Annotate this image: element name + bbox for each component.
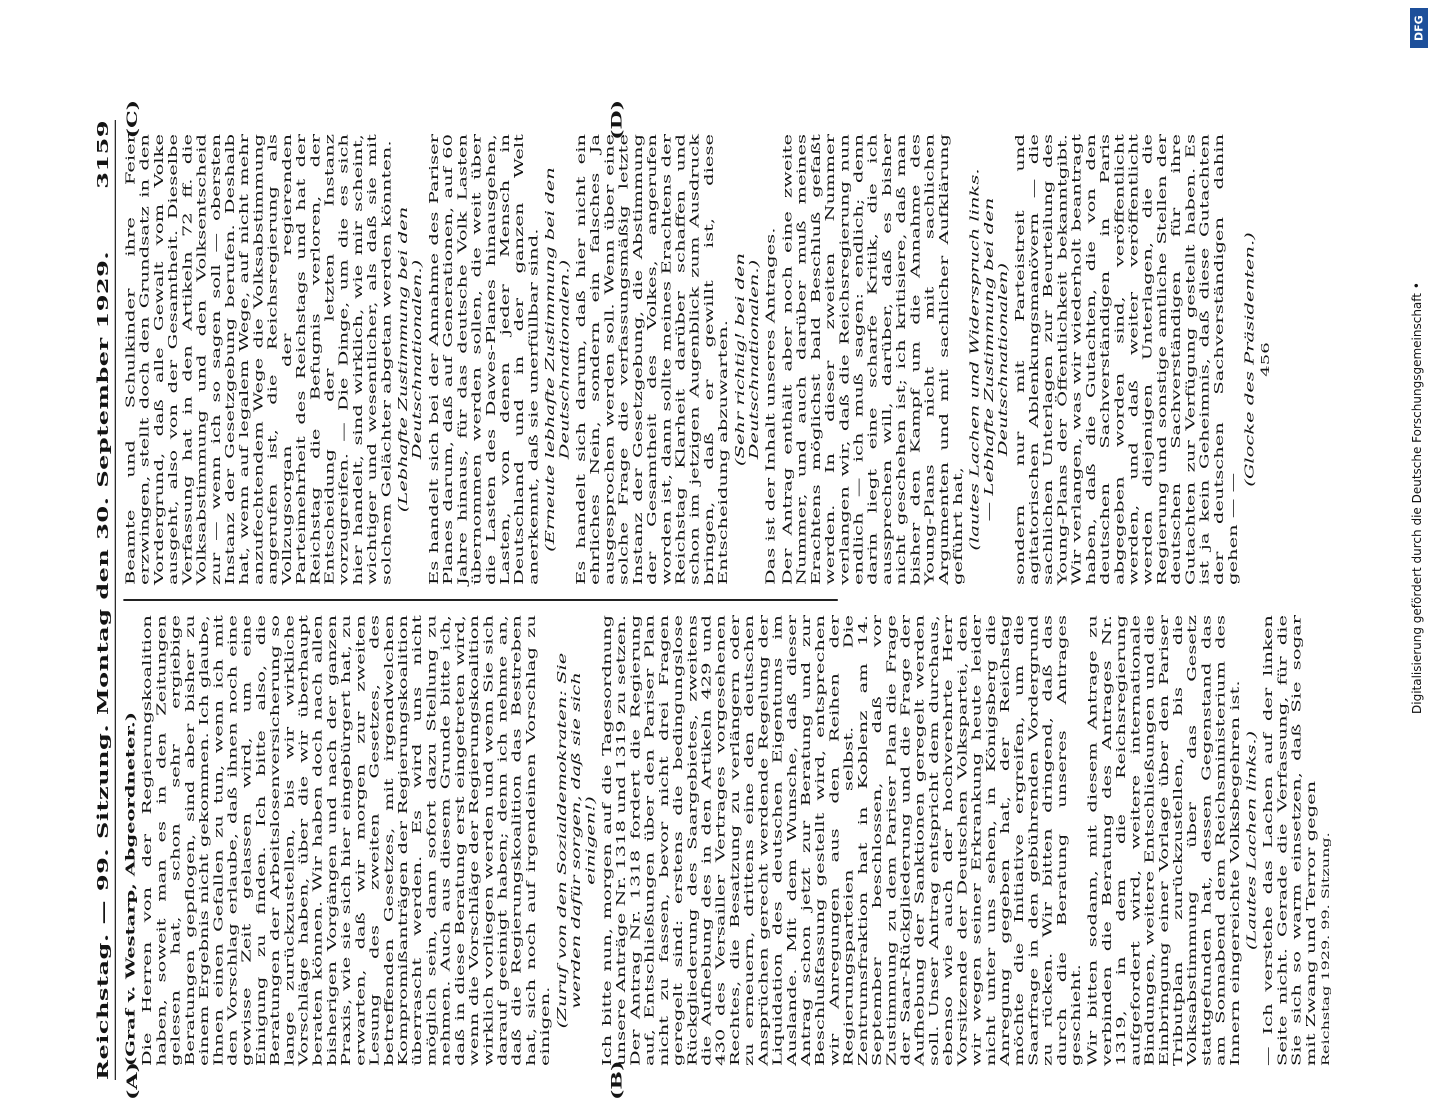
- speaker-line: (Graf v. Westarp, Abgeordneter.): [123, 712, 138, 1066]
- interjection: (Sehr richtig! bei den Deutschnationalen.): [732, 252, 762, 467]
- dfg-credit-text: Digitalisierung gefördert durch die Deutsche Forschungsgemeinschaft •: [1410, 282, 1424, 714]
- paragraph: Es handelt sich darum, daß hier nicht ein ehrliches Nein, sondern ein falsches Ja ausgesprochen werden soll. Wenn über eine solche Frage die verfassungsmäßig letzte Instanz der Gesetzgebung, die Abstimmung der Gesamtheit des Volkes, angerufen worden ist, dann sollte meines Erachtens der Reichstag Klarheit darüber schaffen und schon im jetzigen Augenblick zum Ausdruck bringen, daß er gewillt ist, diese Entscheidung abzuwarten.: [573, 134, 731, 585]
- rotated-page: [90, 100, 1332, 1100]
- page-footer: Reichstag 1929. 99. Sitzung.: [1319, 832, 1332, 1066]
- page-header: [90, 120, 116, 1080]
- header-title: Reichstag. — 99. Sitzung. Montag den 30. September 1929.: [93, 250, 112, 1080]
- paragraph: sondern nur mit Parteistreit und agitatorischen Ablenkungsmanövern — die sachlichen Unterlagen zur Beurteilung des Young-Plans der Öffentlichkeit bekanntgibt. Wir verlangen, was wir wiederholt beantragt haben, daß die Gutachten, die von den deutschen Sachverständigen in Paris abgegeben worden sind, veröffentlicht werden, und daß weiter veröffentlicht werden diejenigen Unterlagen, die die Regierung und sonstige amtliche Stellen der deutschen Sachverständigen für ihre Gutachten zur Verfügung gestellt haben. Es ist ja kein Geheimnis, daß diese Gutachten der deutschen Sachverständigen dahin gehen — —: [1012, 134, 1241, 585]
- paragraph: Der Antrag enthält aber noch eine zweite Nummer, und auch darüber muß meines Erachtens möglichst bald Beschluß gefaßt werden. In dieser zweiten Nummer verlangen wir, daß die Reichsregierung nun endlich — ich muß sagen: endlich; denn darin liegt eine scharfe Kritik, die ich aussprechen will, darüber, daß es bisher nicht geschehen ist; ich kritisiere, daß man bisher den Kampf um die Annahme des Young-Plans nicht mit sachlichen Argumenten und mit sachlicher Aufklärung geführt hat,: [780, 134, 966, 585]
- margin-marker-b: (B): [609, 1060, 626, 1100]
- interjection: (Zuruf von den Sozialdemokraten: Sie werden dafür sorgen, daß sie sich einigen!): [554, 652, 598, 1029]
- left-column: [123, 601, 1332, 1080]
- paragraph: Es handelt sich bei der Annahme des Pariser Planes darum, daß auf Generationen, auf 60 Jahre hinaus, für das deutsche Volk Lasten übernommen werden sollen, die weit über die Lasten des Dawes-Planes hinausgehen, Lasten, von denen jeder Mensch in Deutschland und in der ganzen Welt anerkennt, daß sie unerfüllbar sind.: [426, 134, 541, 585]
- margin-marker-d: (D): [609, 100, 626, 140]
- paragraph: Beamte und Schulkinder ihre Feier erzwingen, stellt doch den Grundsatz in den Vordergrund, daß alle Gewalt vom Volke ausgeht, also von der Gesamtheit. Dieselbe Verfassung hat in den Artikeln 72 ff. die Volksabstimmung und den Volksentscheid zur — wenn ich so sagen soll — obersten Instanz der Gesetzgebung berufen. Deshalb hat, wenn auf legalem Wege, auf nicht mehr anzufechtendem Wege die Volksabstimmung angerufen ist, die Reichsregierung als Vollzugsorgan der regierenden Parteimehrheit des Reichstags und hat der Reichstag die Befugnis verloren, der Entscheidung der letzten Instanz vorzugreifen. — Die Dinge, um die es sich hier handelt, sind wirklich, wie mir scheint, wichtiger und wesentlicher, als daß sie mit solchem Gelächter abgetan werden könnten.: [123, 134, 394, 585]
- interjection: (lautes Lachen und Widerspruch links. — Lebhafte Zustimmung bei den Deutschnationalen): [967, 168, 1011, 551]
- paragraph: Das ist der Inhalt unseres Antrages.: [763, 227, 778, 585]
- dfg-logo: DFG: [1410, 8, 1428, 48]
- interjection: (Glocke des Präsidenten.): [1242, 232, 1257, 487]
- header-page-number: 3159: [93, 120, 112, 189]
- dfg-credit-stamp: [1408, 8, 1430, 993]
- paragraph: Die Herren von der Regierungskoalition haben, soweit man es in den Zeitungen gelesen hat, schon sehr ergiebige Beratungen gepflogen, sind aber bisher zu einem Ergebnis nicht gekommen. Ich glaube, Ihnen einen Gefallen zu tun, wenn ich mit den Vorschlag erlaube, daß ihnen noch eine gewisse Zeit gelassen wird, um eine Einigung zu finden. Ich bitte also, die Beratungen der Arbeitslosenversicherung so lange zurückzustellen, bis wir wirkliche Vorschläge haben, über die wir überhaupt beraten können. Wir haben doch nach allen bisherigen Vorgängen und nach der ganzen Praxis, wie sie sich hier eingebürgert hat, zu erwarten, daß wir morgen zur zweiten Lesung des zweiten Gesetzes, des betreffenden Gesetzes, mit irgendwelchen Kompromißanträgen der Regierungskoalition überrascht werden. Es wird uns nicht möglich sein, dann sofort dazu Stellung zu nehmen. Auch aus diesem Grunde bitte ich, daß in diese Beratung erst eingetreten wird, wenn die Vorschläge der Regierungskoalition wirklich vorliegen werden und wenn Sie sich darauf geeinigt haben; denn ich nehme an, daß die Regierungskoalition das Bestreben hat, sich noch auf irgendeinen Vorschlag zu einigen.: [140, 615, 553, 1066]
- page-content: [90, 100, 1332, 1100]
- paragraph: Wir bitten sodann, mit diesem Antrage zu verbinden die Beratung des Antrages Nr. 1319, in dem die Reichsregierung aufgefordert wird, weitere internationale Bindungen, weitere Entschließungen und die Einbringung einer Vorlage über den Pariser Tributplan zurückzustellen, bis die Volksabstimmung über das Gesetz stattgefunden hat, dessen Gegenstand das am Sonnabend dem Reichsministerium des Innern eingereichte Volksbegehren ist.: [1085, 615, 1242, 1066]
- interjection: (Lautes Lachen links.): [1244, 730, 1259, 951]
- text-columns: [123, 120, 1332, 1080]
- interjection: (Erneute lebhafte Zustimmung bei den Deutschnationalen.): [542, 167, 572, 552]
- column-divider: [123, 599, 837, 601]
- interjection: (Lebhafte Zustimmung bei den Deutschnationalen.): [395, 206, 425, 513]
- paragraph: — Ich verstehe das Lachen auf der linken Seite nicht. Gerade die Verfassung, für die Sie sich so warm einsetzen, daß Sie sogar mit Zwang und Terror gegen: [1261, 615, 1318, 1066]
- paragraph: Ich bitte nun, morgen auf die Tagesordnung unsere Anträge Nr. 1318 und 1319 zu setzen. Der Antrag Nr. 1318 fordert die Regierung auf, Entschließungen über den Pariser Plan nicht zu fassen, bevor nicht drei Fragen geregelt sind: erstens die bedingungslose Rückgliederung des Saargebietes, zweitens die Aufhebung des in den Artikeln 429 und 430 des Versailler Vertrages vorgesehenen Rechtes, die Besatzung zu verlängern oder zu erneuern, drittens eine den deutschen Ansprüchen gerecht werdende Regelung der Liquidation des deutschen Eigentums im Auslande. Mit dem Wunsche, daß dieser Antrag schon jetzt zur Beratung und zur Beschlußfassung gestellt wird, entsprechen wir Anregungen aus den Reihen der Regierungsparteien selbst. Die Zentrumsfraktion hat in Koblenz am 14. September beschlossen, daß vor Zustimmung zu dem Pariser Plan die Frage der Saar-Rückgliederung und die Frage der Aufhebung der Sanktionen geregelt werden soll. Unser Antrag entspricht dem durchaus, ebenso wie auch der hochverehrte Herr Vorsitzende der Deutschen Volkspartei, den wir wegen seiner Erkrankung heute leider nicht unter uns sehen, in Königsberg die Anregung gegeben hat, der Reichstag möchte die Initiative ergreifen, um die Saarfrage in den gebührenden Vordergrund zu rücken. Wir bitten dringend, daß das durch die Beratung unseres Antrages geschieht.: [599, 615, 1084, 1066]
- right-column: [123, 120, 1273, 599]
- margin-marker-a: (A): [124, 1062, 141, 1100]
- margin-marker-c: (C): [124, 100, 141, 139]
- signature-number: 456: [1259, 342, 1273, 377]
